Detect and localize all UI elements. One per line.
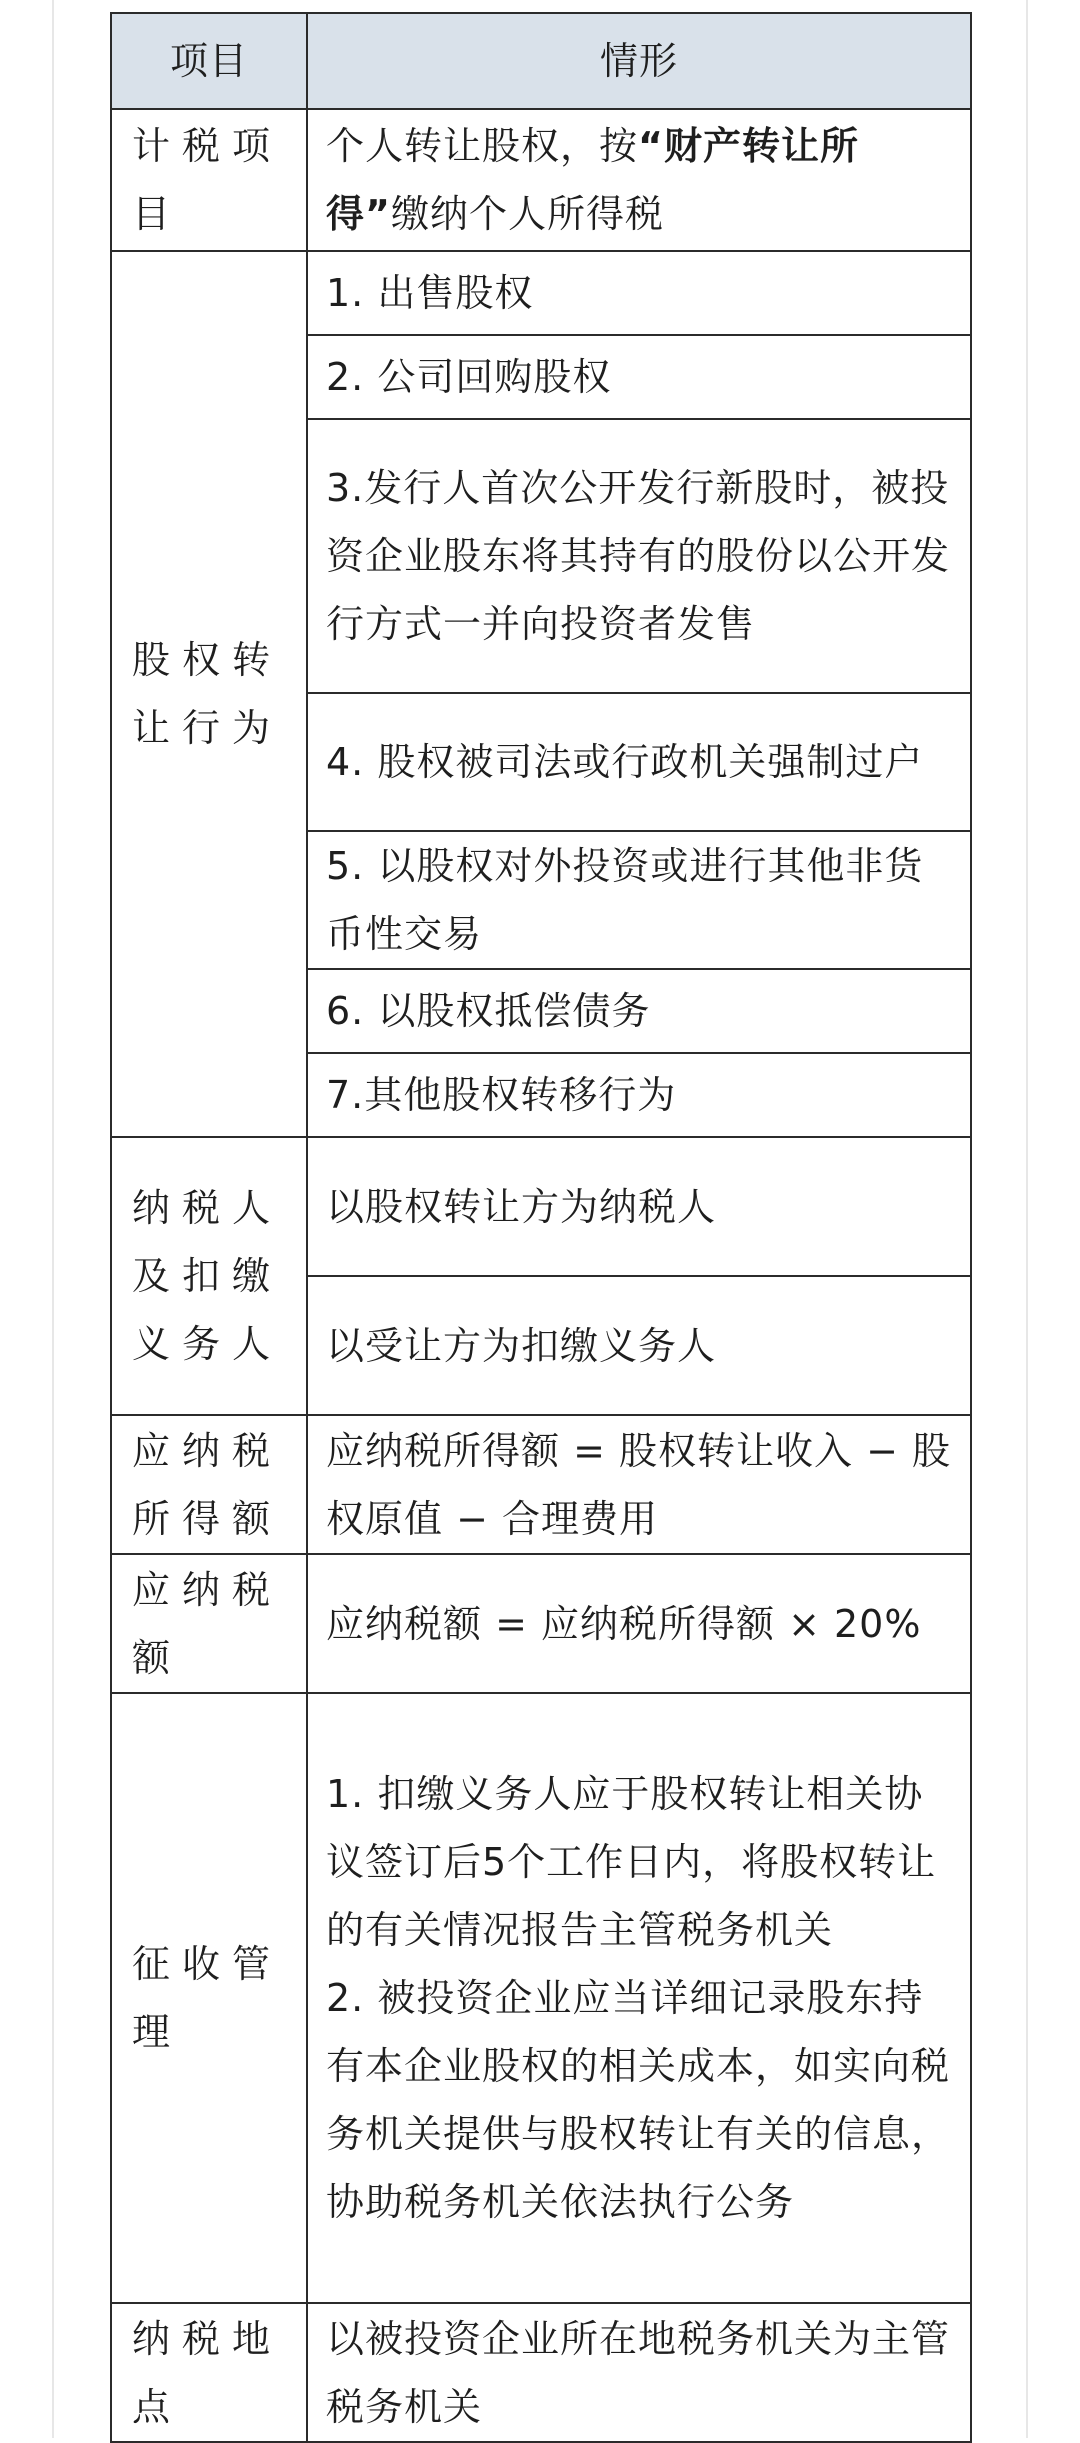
transfer-item-5: 5. 以股权对外投资或进行其他非货币性交易 bbox=[307, 831, 971, 969]
row-location bbox=[111, 2303, 971, 2442]
transfer-item-7: 7.其他股权转移行为 bbox=[307, 1053, 971, 1137]
label-taxpayer-withholder: 纳税人及扣缴义务人 bbox=[111, 1137, 307, 1415]
label-taxable-income: 应纳税所得额 bbox=[111, 1415, 307, 1554]
taxable-item-text-before: 个人转让股权，按 bbox=[326, 124, 639, 168]
label-transfer-behavior: 股权转让行为 bbox=[111, 251, 307, 1137]
content-collection bbox=[307, 1693, 971, 2303]
left-page-rule bbox=[52, 0, 54, 2438]
row-transfer-item-1 bbox=[111, 251, 971, 335]
header-situation: 情形 bbox=[307, 13, 971, 109]
header-row bbox=[111, 13, 971, 109]
taxable-item-text-after: 缴纳个人所得税 bbox=[390, 192, 664, 236]
transfer-item-2: 2. 公司回购股权 bbox=[307, 335, 971, 419]
transfer-item-4: 4. 股权被司法或行政机关强制过户 bbox=[307, 693, 971, 831]
content-location: 以被投资企业所在地税务机关为主管税务机关 bbox=[307, 2303, 971, 2442]
taxable-item-text-bold: “财产转让所得” bbox=[326, 124, 859, 236]
label-collection: 征收管理 bbox=[111, 1693, 307, 2303]
label-taxable-item: 计税项目 bbox=[111, 109, 307, 251]
content-taxable-item bbox=[307, 109, 971, 251]
collection-paragraph-2: 2. 被投资企业应当详细记录股东持有本企业股权的相关成本，如实向税务机关提供与股权转让有关的信息，协助税务机关依法执行公务 bbox=[326, 1976, 951, 2224]
row-collection bbox=[111, 1693, 971, 2303]
label-location: 纳税地点 bbox=[111, 2303, 307, 2442]
content-taxpayer: 以股权转让方为纳税人 bbox=[307, 1137, 971, 1276]
transfer-item-1: 1. 出售股权 bbox=[307, 251, 971, 335]
content-taxable-income: 应纳税所得额 = 股权转让收入 − 股权原值 − 合理费用 bbox=[307, 1415, 971, 1554]
row-tax-payable bbox=[111, 1554, 971, 1693]
tax-info-table bbox=[110, 12, 972, 2443]
row-taxable-item bbox=[111, 109, 971, 251]
transfer-item-3: 3.发行人首次公开发行新股时，被投资企业股东将其持有的股份以公开发行方式一并向投资者发售 bbox=[307, 419, 971, 693]
right-page-rule bbox=[1026, 0, 1028, 2438]
content-tax-payable: 应纳税额 = 应纳税所得额 × 20% bbox=[307, 1554, 971, 1693]
transfer-item-6: 6. 以股权抵偿债务 bbox=[307, 969, 971, 1053]
row-taxable-income bbox=[111, 1415, 971, 1554]
header-item: 项目 bbox=[111, 13, 307, 109]
collection-paragraph-1: 1. 扣缴义务人应于股权转让相关协议签订后5个工作日内，将股权转让的有关情况报告主管税务机关 bbox=[326, 1772, 937, 1952]
label-tax-payable: 应纳税额 bbox=[111, 1554, 307, 1693]
row-taxpayer bbox=[111, 1137, 971, 1276]
content-withholder: 以受让方为扣缴义务人 bbox=[307, 1276, 971, 1415]
